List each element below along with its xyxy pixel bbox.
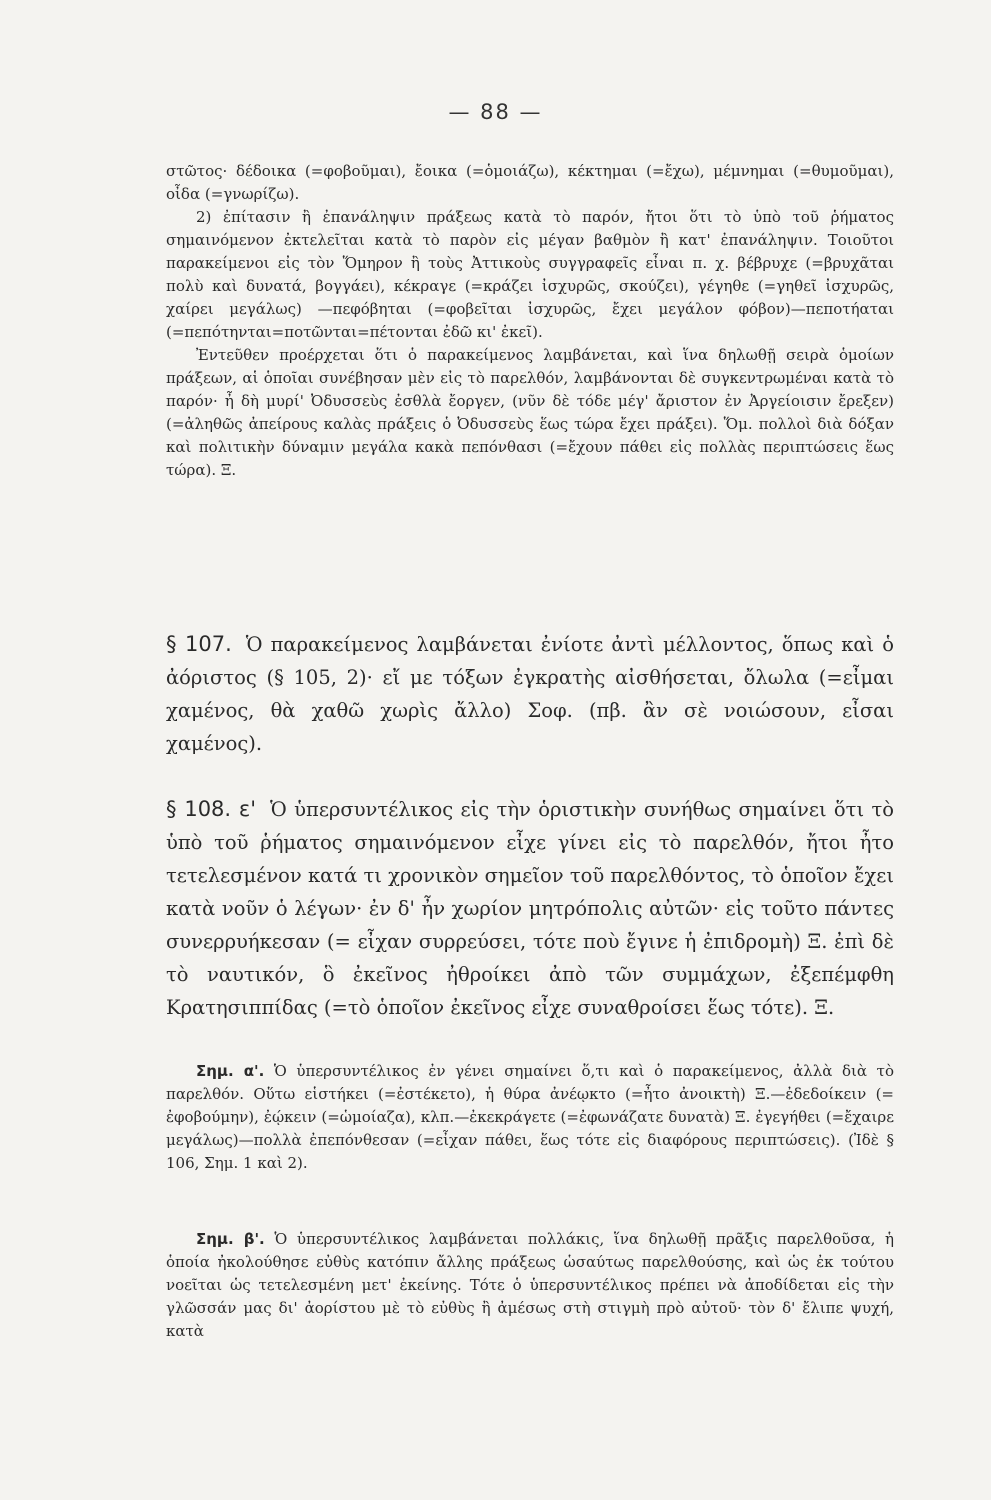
note-label: Σημ. β'. (196, 1230, 265, 1248)
note-label: Σημ. α'. (196, 1062, 265, 1080)
note-text: Ὁ ὑπερσυντέλικος ἐν γένει σημαίνει ὅ,τι καὶ ὁ παρακείμενος, ἀλλὰ διὰ τὸ παρελθόν. Οὕτω εἱστήκει (=ἐστέκετο), ἡ θύρα ἀνέῳκτο (=ἦτο ἀνοικτὴ) Ξ.—ἐδεδοίκειν (= ἐφοβούμην), ἐῴκειν (=ὡμοίαζα), κλπ.—ἐκεκράγετε (=ἐφωνάζατε δυνατὰ) Ξ. ἐγεγήθει (=ἔχαιρε μεγάλως)—πολλὰ ἐπεπόνθεσαν (=εἶχαν πάθει, ἕως τότε εἰς διαφόρους περιπτώσεις). (Ἰδὲ § 106, Σημ. 1 καὶ 2). (166, 1062, 894, 1172)
note-b (166, 1228, 894, 1343)
opening-paragraphs (166, 160, 894, 482)
page-number: — 88 — (448, 100, 543, 124)
paragraph: στῶτος· δέδοικα (=φοβοῦμαι), ἔοικα (=ὁμοιάζω), κέκτημαι (=ἔχω), μέμνημαι (=θυμοῦμαι), οἶδα (=γνωρίζω). (166, 162, 894, 203)
section-text: Ὁ παρακείμενος λαμβάνεται ἐνίοτε ἀντὶ μέλλοντος, ὅπως καὶ ὁ ἀόριστος (§ 105, 2)· εἴ με τόξων ἐγκρατὴς αἰσθήσεται, ὄλωλα (=εἶμαι χαμένος, θὰ χαθῶ χωρὶς ἄλλο) Σοφ. (πβ. ἂν σὲ νοιώσουν, εἶσαι χαμένος). (166, 633, 894, 755)
section-108 (166, 793, 894, 1024)
note-a (166, 1060, 894, 1175)
section-text: Ὁ ὑπερσυντέλικος εἰς τὴν ὁριστικὴν συνήθως σημαίνει ὅτι τὸ ὑπὸ τοῦ ῥήματος σημαινόμενον εἶχε γίνει εἰς τὸ παρελθόν, ἤτοι ἦτο τετελεσμένον κατά τι χρονικὸν σημεῖον τοῦ παρελθόντος, τὸ ὁποῖον ἔχει κατὰ νοῦν ὁ λέγων· ἐν δ' ἦν χωρίον μητρόπολις αὐτῶν· εἰς τοῦτο πάντες συνερρυήκεσαν (= εἶχαν συρρεύσει, τότε ποὺ ἔγινε ἡ ἐπιδρομὴ) Ξ. ἐπὶ δὲ τὸ ναυτικόν, ὃ ἐκεῖνος ἠθροίκει ἀπὸ τῶν συμμάχων, ἐξεπέμφθη Κρατησιππίδας (=τὸ ὁποῖον ἐκεῖνος εἶχε συναθροίσει ἕως τότε). Ξ. (166, 798, 894, 1019)
paragraph: 2) ἐπίτασιν ἢ ἐπανάληψιν πράξεως κατὰ τὸ παρόν, ἤτοι ὅτι τὸ ὑπὸ τοῦ ῥήματος σημαινόμενον ἐκτελεῖται κατὰ τὸ παρὸν εἰς μέγαν βαθμὸν ἢ κατ' ἐπανάληψιν. Τοιοῦτοι παρακείμενοι εἰς τὸν Ὅμηρον ἢ τοὺς Ἀττικοὺς συγγραφεῖς εἶναι π. χ. βέβρυχε (=βρυχᾶται πολὺ καὶ δυνατά, βογγάει), κέκραγε (=κράζει ἰσχυρῶς, σκούζει), γέγηθε (=γηθεῖ ἰσχυρῶς, χαίρει μεγάλως) —πεφόβηται (=φοβεῖται ἰσχυρῶς, ἔχει μεγάλον φόβον)—πεποτήαται (=πεπότηνται=ποτῶνται=πέτονται ἐδῶ κι' ἐκεῖ). (166, 208, 894, 341)
note-text: Ὁ ὑπερσυντέλικος λαμβάνεται πολλάκις, ἵνα δηλωθῇ πρᾶξις παρελθοῦσα, ἡ ὁποία ἠκολούθησε εὐθὺς κατόπιν ἄλλης πράξεως ὡσαύτως παρελθούσης, καὶ ὡς ἐκ τούτου νοεῖται ὡς τετελεσμένη μετ' ἐκείνης. Τότε ὁ ὑπερσυντέλικος πρέπει νὰ ἀποδίδεται εἰς τὴν γλῶσσάν μας δι' ἀορίστου μὲ τὸ εὐθὺς ἢ ἀμέσως στὴ στιγμὴ πρὸ αὐτοῦ· τὸν δ' ἔλιπε ψυχή, κατὰ (166, 1230, 894, 1340)
paragraph: Ἐντεῦθεν προέρχεται ὅτι ὁ παρακείμενος λαμβάνεται, καὶ ἵνα δηλωθῇ σειρὰ ὁμοίων πράξεων, αἱ ὁποῖαι συνέβησαν μὲν εἰς τὸ παρελθόν, λαμβάνονται δὲ συγκεντρωμέναι κατὰ τὸ παρόν· ἦ δὴ μυρί' Ὀδυσσεὺς ἐσθλὰ ἔοργεν, (νῦν δὲ τόδε μέγ' ἄριστον ἐν Ἀργείοισιν ἔρεξεν) (=ἀληθῶς ἀπείρους καλὰς πράξεις ὁ Ὀδυσσεὺς ἕως τώρα ἔχει πράξει). Ὅμ. πολλοὶ διὰ δόξαν καὶ πολιτικὴν δύναμιν μεγάλα κακὰ πεπόνθασι (=ἔχουν πάθει εἰς πολλὰς περιπτώσεις ἕως τώρα). Ξ. (166, 346, 894, 479)
section-number: § 108. ε' (166, 797, 257, 821)
section-number: § 107. (166, 632, 232, 656)
section-107 (166, 628, 894, 760)
